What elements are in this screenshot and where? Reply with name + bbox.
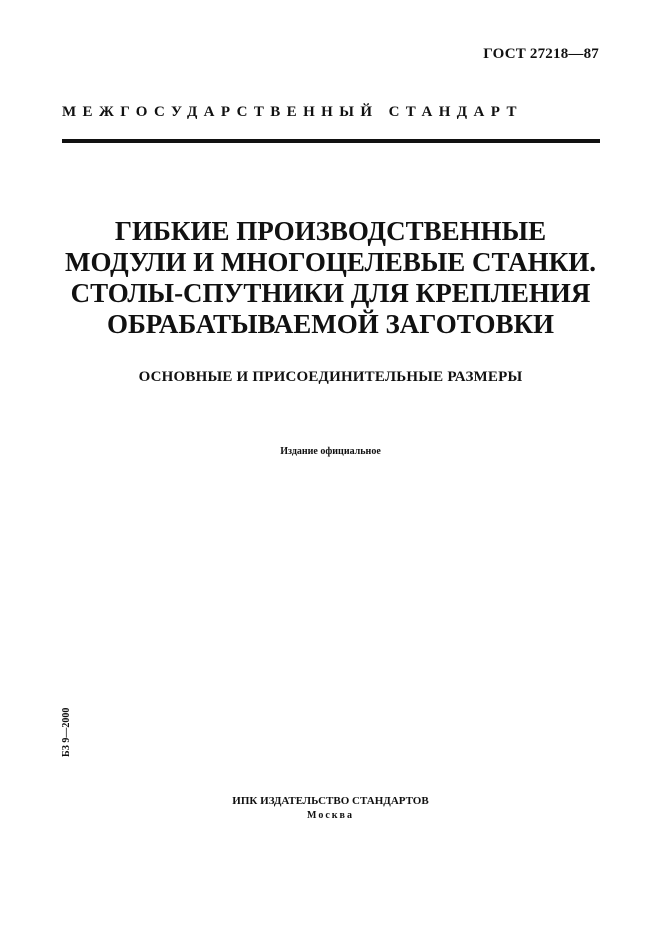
title-line: ГИБКИЕ ПРОИЗВОДСТВЕННЫЕ <box>114 216 547 246</box>
standard-code: ГОСТ 27218—87 <box>483 46 599 62</box>
title-line: ОБРАБАТЫВАЕМОЙ ЗАГОТОВКИ <box>106 309 555 339</box>
title-line: СТОЛЫ-СПУТНИКИ ДЛЯ КРЕПЛЕНИЯ <box>70 278 591 308</box>
title-line: МОДУЛИ И МНОГОЦЕЛЕВЫЕ СТАНКИ. <box>65 247 596 277</box>
document-subtitle: ОСНОВНЫЕ И ПРИСОЕДИНИТЕЛЬНЫЕ РАЗМЕРЫ <box>138 369 523 385</box>
edition-note: Издание официальное <box>280 446 381 457</box>
city: Москва <box>307 810 354 821</box>
standard-type-header: МЕЖГОСУДАРСТВЕННЫЙ СТАНДАРТ <box>62 104 523 120</box>
publisher: ИПК ИЗДАТЕЛЬСТВО СТАНДАРТОВ <box>232 795 429 807</box>
header-rule <box>62 139 600 143</box>
side-note: БЗ 9—2000 <box>61 707 72 757</box>
document-title <box>0 216 661 340</box>
